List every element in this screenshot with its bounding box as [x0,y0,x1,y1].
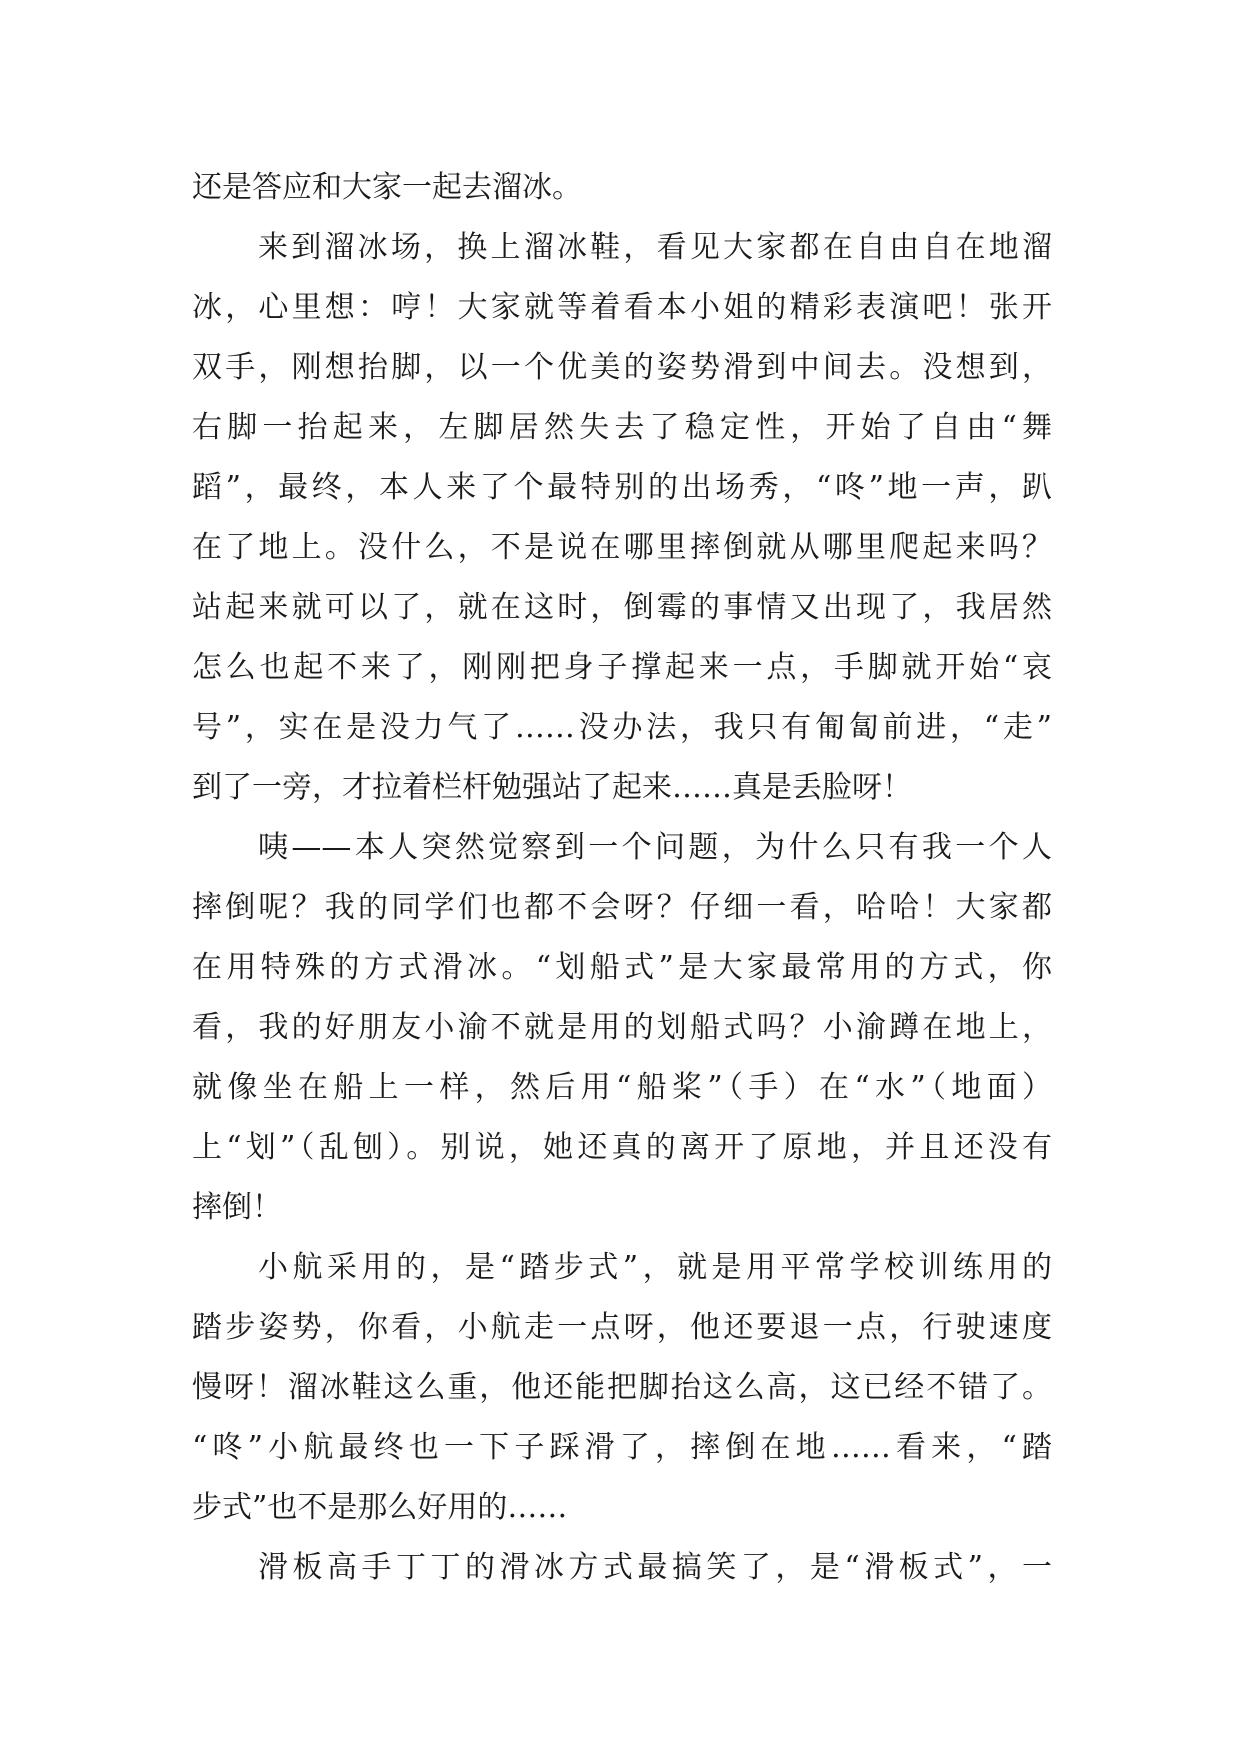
essay-text [192,158,1052,1598]
text-line: 还是答应和大家一起去溜冰。 [192,170,582,205]
text-line: 站起来就可以了，就在这时，倒霉的事情又出现了，我居然 [192,590,1052,625]
text-line: 到了一旁，才拉着栏杆勉强站了起来……真是丢脸呀！ [192,770,912,805]
text-line: 步式”也不是那么好用的…… [192,1490,568,1525]
text-line: 看，我的好朋友小渝不就是用的划船式吗？小渝蹲在地上， [192,1010,1052,1045]
text-line: 双手，刚想抬脚，以一个优美的姿势滑到中间去。没想到， [192,350,1052,385]
text-line: 咦——本人突然觉察到一个问题，为什么只有我一个人 [258,830,1052,865]
text-line: 就像坐在船上一样，然后用“船桨”（手）在“水”（地面） [192,1070,1052,1105]
text-line: 小航采用的，是“踏步式”，就是用平常学校训练用的 [258,1250,1052,1285]
text-line: 在了地上。没什么，不是说在哪里摔倒就从哪里爬起来吗？ [192,530,1052,565]
text-line: 在用特殊的方式滑冰。“划船式”是大家最常用的方式，你 [192,950,1052,985]
text-line: 来到溜冰场，换上溜冰鞋，看见大家都在自由自在地溜 [258,230,1052,265]
text-line: 右脚一抬起来，左脚居然失去了稳定性，开始了自由“舞 [192,410,1052,445]
text-line: 摔倒！ [192,1190,282,1225]
text-line: 慢呀！溜冰鞋这么重，他还能把脚抬这么高，这已经不错了。 [192,1370,1052,1405]
text-line: “咚”小航最终也一下子踩滑了，摔倒在地……看来，“踏 [192,1430,1052,1465]
text-line: 冰，心里想：哼！大家就等着看本小姐的精彩表演吧！张开 [192,290,1052,325]
text-line: 怎么也起不来了，刚刚把身子撑起来一点，手脚就开始“哀 [192,650,1052,685]
text-line: 踏步姿势，你看，小航走一点呀，他还要退一点，行驶速度 [192,1310,1052,1345]
text-line: 摔倒呢？我的同学们也都不会呀？仔细一看，哈哈！大家都 [192,890,1052,925]
text-line: 上“划”（乱刨）。别说，她还真的离开了原地，并且还没有 [192,1130,1052,1165]
text-line: 号”，实在是没力气了……没办法，我只有匍匐前进，“走” [192,710,1052,745]
text-line: 蹈”，最终，本人来了个最特别的出场秀，“咚”地一声，趴 [192,470,1052,505]
text-line: 滑板高手丁丁的滑冰方式最搞笑了，是“滑板式”，一 [258,1550,1052,1585]
